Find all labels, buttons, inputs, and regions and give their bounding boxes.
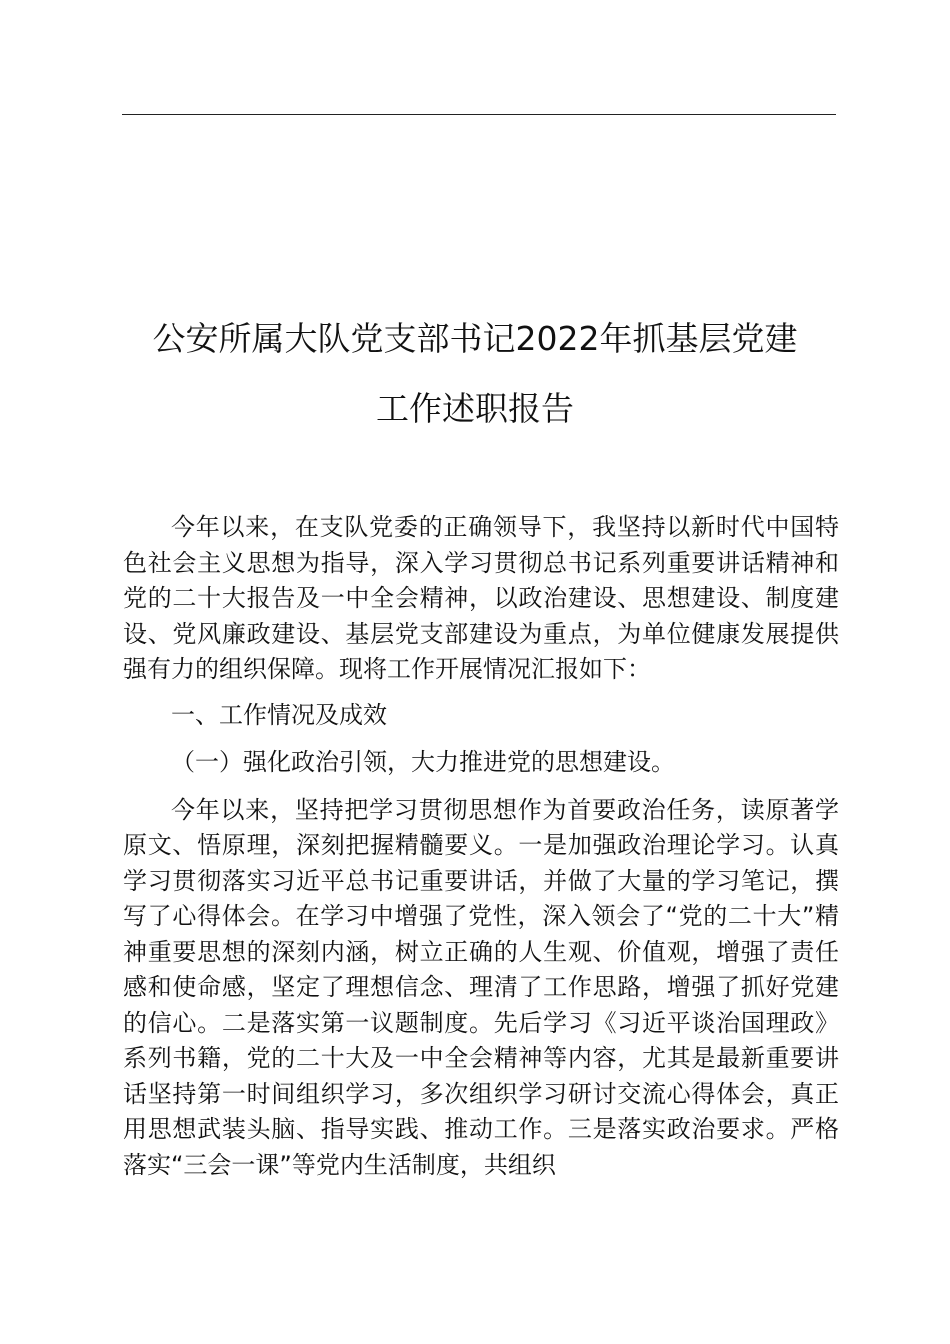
document-title-line-1: 公安所属大队党支部书记2022年抓基层党建: [152, 319, 798, 358]
section-heading: 一、工作情况及成效: [171, 700, 387, 729]
body-paragraph: 今年以来，坚持把学习贯彻思想作为首要政治任务，读原著学原文、悟原理，深刻把握精髓要义。一是加强政治理论学习。认真学习贯彻落实习近平总书记重要讲话，并做了大量的学习笔记，撰写了心得体会。在学习中增强了党性，深入领会了“党的二十大”精神重要思想的深刻内涵，树立正确的人生观、价值观，增强了责任感和使命感，坚定了理想信念、理清了工作思路，增强了抓好党建的信心。二是落实第一议题制度。先后学习《习近平谈治国理政》系列书籍，党的二十大及一中全会精神等内容，尤其是最新重要讲话坚持第一时间组织学习，多次组织学习研讨交流心得体会，真正用思想武装头脑、指导实践、推动工作。三是落实政治要求。严格落实“三会一课”等党内生活制度，共组织: [123, 795, 839, 1179]
document-body: [123, 510, 839, 1193]
subsection-heading: （一）强化政治引领，大力推进党的思想建设。: [171, 748, 675, 776]
header-rule: [122, 114, 836, 115]
document-title-line-2: 工作述职报告: [376, 389, 574, 428]
intro-paragraph: 今年以来，在支队党委的正确领导下，我坚持以新时代中国特色社会主义思想为指导，深入学习贯彻总书记系列重要讲话精神和党的二十大报告及一中全会精神，以政治建设、思想建设、制度建设、党风廉政建设、基层党支部建设为重点，为单位健康发展提供强有力的组织保障。现将工作开展情况汇报如下：: [123, 513, 839, 683]
